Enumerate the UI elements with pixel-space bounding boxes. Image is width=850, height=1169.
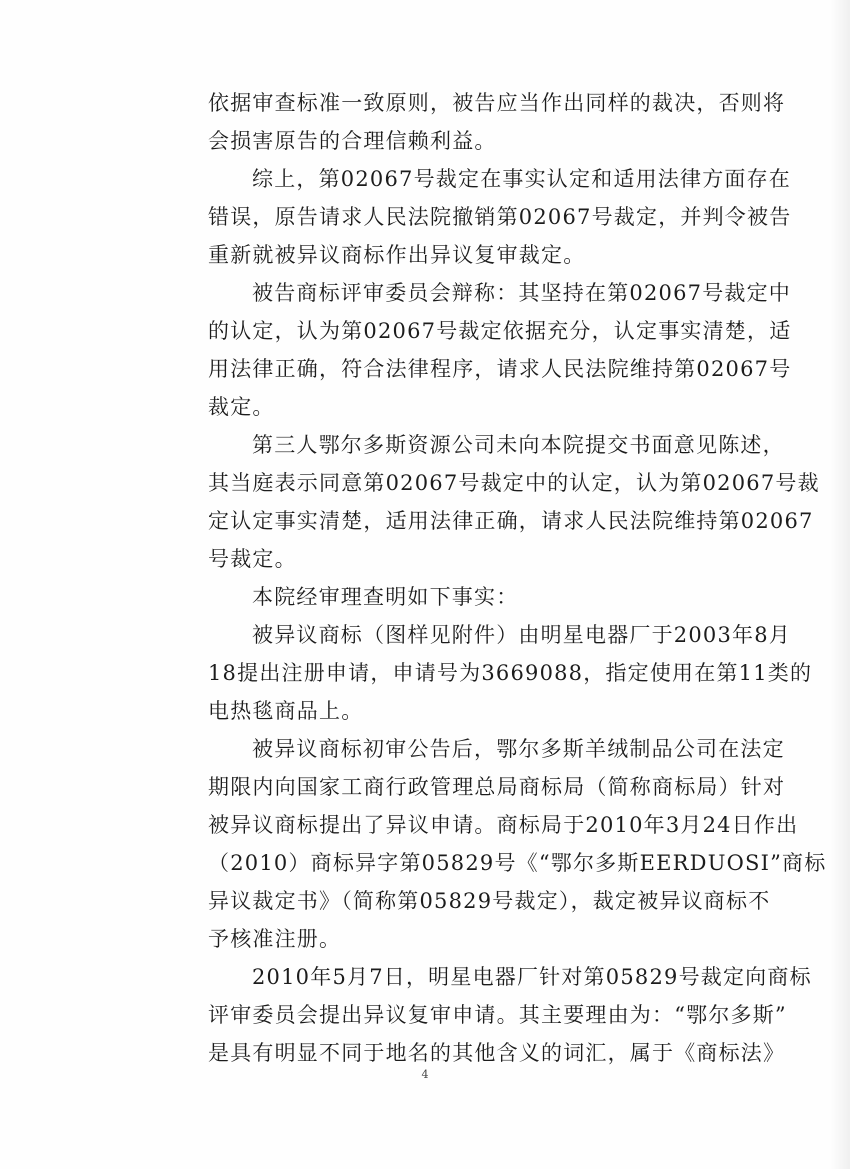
paragraph-start-line: 被异议商标（图样见附件）由明星电器厂于2003年8月 — [252, 623, 792, 647]
text-line: 期限内向国家工商行政管理总局商标局（简称商标局）针对 — [208, 775, 786, 799]
text-line: 电热毯商品上。 — [208, 699, 364, 723]
body-text — [208, 84, 827, 1072]
text-line: 会损害原告的合理信赖利益。 — [208, 129, 497, 153]
text-line: 用法律正确，符合法律程序，请求人民法院维持第02067号 — [208, 357, 792, 381]
text-line: 18提出注册申请，申请号为3669088，指定使用在第11类的 — [208, 661, 813, 685]
text-line: 号裁定。 — [208, 547, 297, 571]
scan-edge-shadow — [830, 0, 850, 1169]
text-line: 的认定，认为第02067号裁定依据充分，认定事实清楚，适 — [208, 319, 792, 343]
text-line: 裁定。 — [208, 395, 275, 419]
paragraph-start-line: 第三人鄂尔多斯资源公司未向本院提交书面意见陈述， — [252, 433, 785, 457]
text-line: 定认定事实清楚，适用法律正确，请求人民法院维持第02067 — [208, 509, 814, 533]
text-line: 予核准注册。 — [208, 927, 342, 951]
text-line: 错误，原告请求人民法院撤销第02067号裁定，并判令被告 — [208, 205, 792, 229]
text-line: 依据审查标准一致原则，被告应当作出同样的裁决，否则将 — [208, 91, 786, 115]
text-line: 其当庭表示同意第02067号裁定中的认定，认为第02067号裁 — [208, 471, 820, 495]
paragraph-start-line: 综上，第02067号裁定在事实认定和适用法律方面存在 — [252, 167, 792, 191]
text-line: 重新就被异议商标作出异议复审裁定。 — [208, 243, 586, 267]
page-number: 4 — [421, 1068, 429, 1081]
text-line: 被异议商标提出了异议申请。商标局于2010年3月24日作出 — [208, 813, 799, 837]
text-line: （2010）商标异字第05829号《“鄂尔多斯EERDUOSI”商标 — [208, 851, 827, 875]
paragraph-start-line: 被告商标评审委员会辩称：其坚持在第02067号裁定中 — [252, 281, 792, 305]
paragraph-start-line: 2010年5月7日，明星电器厂针对第05829号裁定向商标 — [252, 965, 812, 989]
paragraph-start-line: 被异议商标初审公告后，鄂尔多斯羊绒制品公司在法定 — [252, 737, 785, 761]
text-line: 异议裁定书》（简称第05829号裁定），裁定被异议商标不 — [208, 889, 771, 913]
paragraph-start-line: 本院经审理查明如下事实： — [252, 585, 519, 609]
text-line: 评审委员会提出异议复审申请。其主要理由为：“鄂尔多斯” — [208, 1003, 787, 1027]
text-line: 是具有明显不同于地名的其他含义的词汇，属于《商标法》 — [208, 1041, 786, 1065]
